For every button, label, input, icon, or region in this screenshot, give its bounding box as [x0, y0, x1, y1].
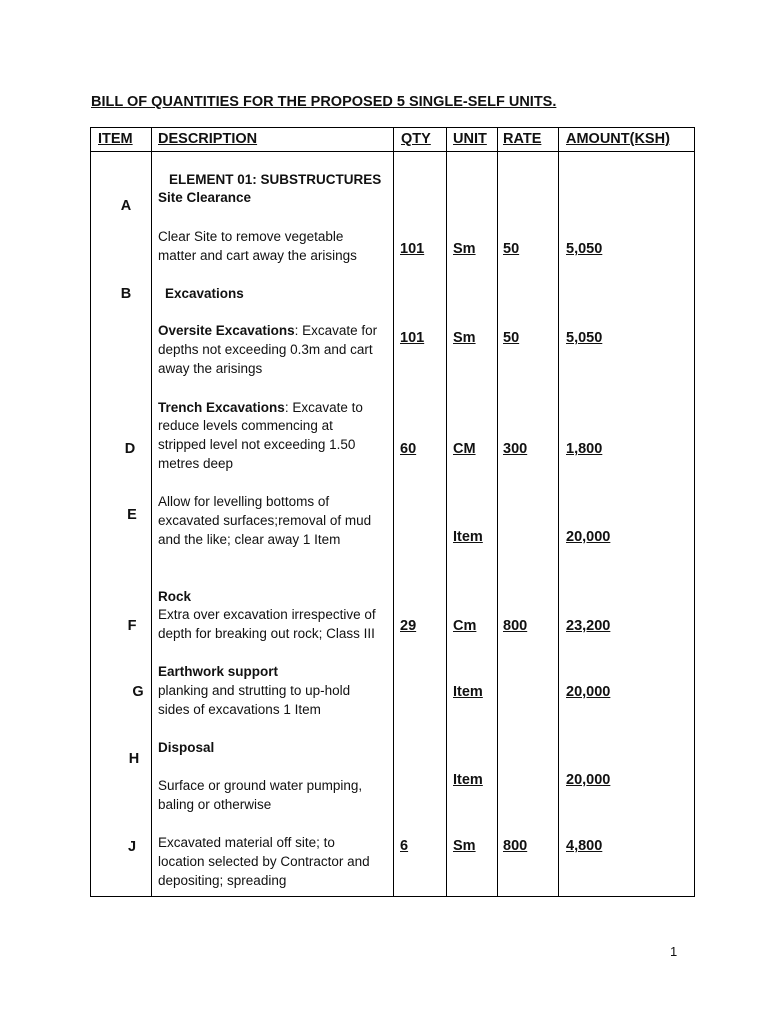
row-f-desc-1: Extra over excavation irrespective of — [158, 607, 376, 622]
row-b-unit: Sm — [453, 330, 476, 346]
item-letter-g: G — [132, 684, 144, 700]
row-b-qty: 101 — [400, 330, 425, 346]
row-h-desc-2: baling or otherwise — [158, 797, 272, 812]
row-b-rate: 50 — [503, 330, 520, 346]
header-unit: UNIT — [453, 131, 487, 147]
row-e-desc-3: and the like; clear away 1 Item — [158, 532, 341, 547]
row-a-desc-1: Clear Site to remove vegetable — [158, 229, 344, 244]
row-e-unit: Item — [453, 529, 483, 545]
row-a-desc-2: matter and cart away the arisings — [158, 248, 357, 263]
row-b-desc-2: depths not exceeding 0.3m and cart — [158, 342, 373, 357]
item-letter-d: D — [124, 441, 136, 457]
row-d-desc-1 — [158, 398, 363, 417]
row-h-unit: Item — [453, 772, 483, 788]
row-f-qty: 29 — [400, 618, 417, 634]
row-g-amount: 20,000 — [566, 684, 611, 700]
row-a-rate: 50 — [503, 241, 520, 257]
item-letter-j: J — [127, 839, 137, 855]
item-letter-h: H — [128, 751, 140, 767]
header-description: DESCRIPTION — [158, 131, 258, 147]
element-heading: ELEMENT 01: SUBSTRUCTURES — [169, 172, 382, 187]
row-g-heading: Earthwork support — [158, 664, 279, 679]
row-a-unit: Sm — [453, 241, 476, 257]
row-a-qty: 101 — [400, 241, 425, 257]
row-b-desc-3: away the arisings — [158, 361, 263, 376]
row-j-desc-3: depositing; spreading — [158, 873, 287, 888]
row-b-desc-1 — [158, 321, 377, 340]
row-b-amount: 5,050 — [566, 330, 603, 346]
row-f-amount: 23,200 — [566, 618, 611, 634]
item-letter-f: F — [127, 618, 137, 634]
row-d-amount: 1,800 — [566, 441, 603, 457]
row-e-amount: 20,000 — [566, 529, 611, 545]
row-a-amount: 5,050 — [566, 241, 603, 257]
column-divider-item — [151, 127, 152, 897]
row-g-desc-2: sides of excavations 1 Item — [158, 702, 321, 717]
row-h-heading: Disposal — [158, 740, 215, 755]
row-d-qty: 60 — [400, 441, 417, 457]
row-j-desc-1: Excavated material off site; to — [158, 835, 335, 850]
row-h-desc-1: Surface or ground water pumping, — [158, 778, 363, 793]
column-divider-description — [393, 127, 394, 897]
column-divider-rate — [558, 127, 559, 897]
item-letter-a: A — [120, 198, 132, 214]
row-f-desc-2: depth for breaking out rock; Class III — [158, 626, 375, 641]
header-divider — [90, 151, 695, 152]
header-amount: AMOUNT(KSH) — [566, 131, 670, 147]
row-d-unit: CM — [453, 441, 476, 457]
row-b-desc-1-rest: : Excavate for — [294, 323, 378, 338]
column-divider-qty — [446, 127, 447, 897]
header-item: ITEM — [98, 131, 133, 147]
row-j-desc-2: location selected by Contractor and — [158, 854, 370, 869]
row-j-rate: 800 — [503, 838, 528, 854]
header-qty: QTY — [401, 131, 431, 147]
row-a-heading: Site Clearance — [158, 190, 252, 205]
row-b-term: Oversite Excavations — [158, 323, 295, 338]
row-d-desc-2: reduce levels commencing at — [158, 418, 333, 433]
column-divider-unit — [497, 127, 498, 897]
row-g-unit: Item — [453, 684, 483, 700]
row-f-rate: 800 — [503, 618, 528, 634]
row-d-desc-1-rest: : Excavate to — [284, 400, 363, 415]
row-j-amount: 4,800 — [566, 838, 603, 854]
row-f-unit: Cm — [453, 618, 477, 634]
item-letter-e: E — [127, 507, 137, 523]
row-b-heading: Excavations — [165, 286, 244, 301]
row-d-desc-3: stripped level not exceeding 1.50 — [158, 437, 356, 452]
row-e-desc-2: excavated surfaces;removal of mud — [158, 513, 372, 528]
row-j-unit: Sm — [453, 838, 476, 854]
row-d-term: Trench Excavations — [158, 400, 285, 415]
item-letter-b: B — [120, 286, 132, 302]
row-f-heading: Rock — [158, 589, 192, 604]
row-d-desc-4: metres deep — [158, 456, 234, 471]
row-e-desc-1: Allow for levelling bottoms of — [158, 494, 330, 509]
row-d-rate: 300 — [503, 441, 528, 457]
row-h-amount: 20,000 — [566, 772, 611, 788]
row-j-qty: 6 — [400, 838, 409, 854]
row-g-desc-1: planking and strutting to up-hold — [158, 683, 351, 698]
document-title: BILL OF QUANTITIES FOR THE PROPOSED 5 SINGLE-SELF UNITS. — [91, 94, 557, 110]
header-rate: RATE — [503, 131, 542, 147]
page-number: 1 — [670, 944, 678, 959]
